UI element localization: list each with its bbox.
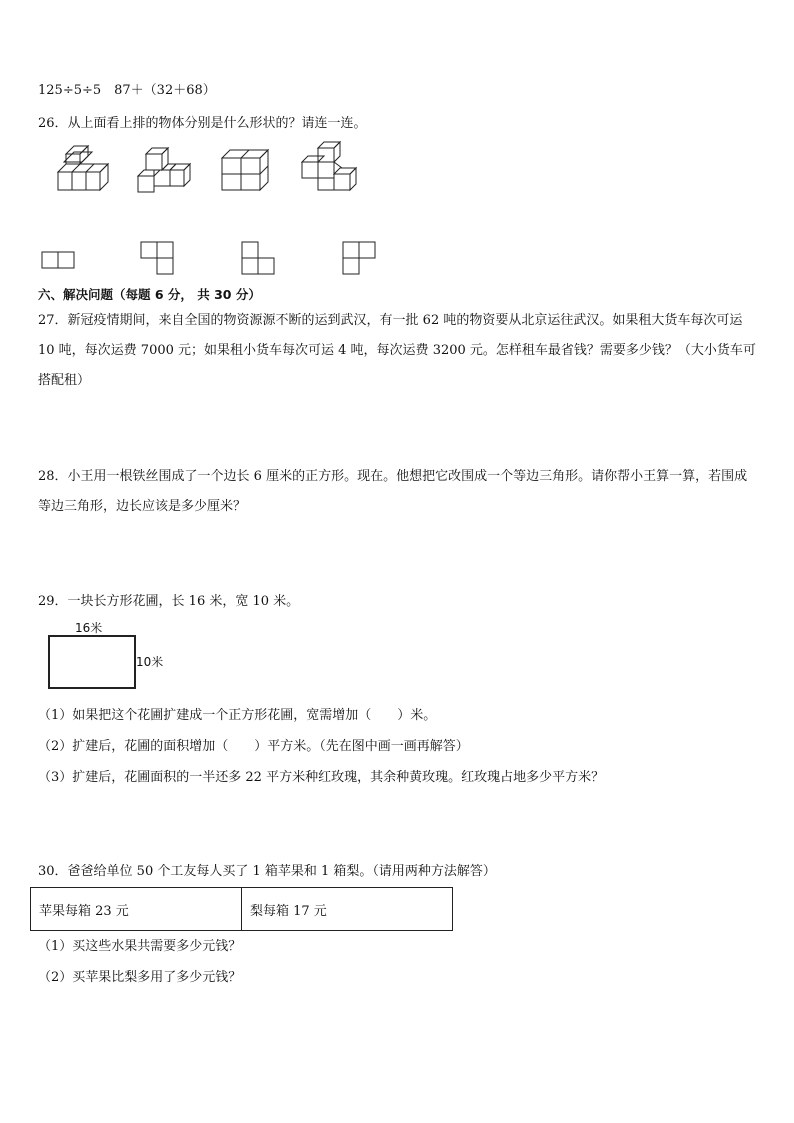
question-26-text: 26．从上面看上排的物体分别是什么形状的？请连一连。 [38,116,367,131]
view-two-squares [42,252,74,268]
question-29-sub-3: （3）扩建后，花圃面积的一半还多 22 平方米种红玫瑰，其余种黄玫瑰。红玫瑰占地多少平方米？ [38,770,605,785]
question-30-sub-1: （1）买这些水果共需要多少元钱？ [38,939,242,954]
question-27-text: 27．新冠疫情期间，来自全国的物资源源不断的运到武汉，有一批 62 吨的物资要从北京运往武汉。如果租大货车每次可运 10 吨，每次运费 7000 元；如果租小货车每次可运 4 吨，每次运费 3200 元。怎样租车最省钱？需要多少钱？（大小货车可搭配租） [38,313,756,388]
section-6-heading: 六、解决问题（每题 6 分， 共 30 分） [38,287,261,302]
flowerbed-figure [0,615,200,695]
table-row [31,888,453,931]
question-29-text: 29．一块长方形花圃，长 16 米，宽 10 米。 [38,594,300,609]
question-29-sub-2: （2）扩建后，花圃的面积增加（ ）平方米。（先在图中画一画再解答） [38,739,469,754]
question-30-sub-2: （2）买苹果比梨多用了多少元钱？ [38,970,242,985]
cube-group-1 [58,146,108,190]
question-29-sub-1: （1）如果把这个花圃扩建成一个正方形花圃，宽需增加（ ）米。 [38,708,437,723]
width-label: 10米 [136,655,164,669]
view-l-top [343,242,375,274]
cube-group-2 [138,148,190,192]
price-cell-apple: 苹果每箱 23 元 [31,888,242,931]
price-table [30,887,453,931]
question-26-view-figures [0,238,794,288]
view-l-left [242,242,274,274]
flowerbed-rectangle [48,635,136,689]
view-l-right [141,242,173,274]
cube-group-3 [222,150,268,190]
question-28-text: 28．小王用一根铁丝围成了一个边长 6 厘米的正方形。现在。他想把它改围成一个等边三角形。请你帮小王算一算，若围成等边三角形，边长应该是多少厘米？ [38,469,748,514]
length-label: 16米 [75,621,103,635]
question-30-text: 30．爸爸给单位 50 个工友每人买了 1 箱苹果和 1 箱梨。（请用两种方法解答） [38,864,496,879]
top-expressions: 125÷5÷5 87＋（32＋68） [38,83,216,98]
price-cell-pear: 梨每箱 17 元 [242,888,453,931]
cube-group-4 [302,142,356,190]
